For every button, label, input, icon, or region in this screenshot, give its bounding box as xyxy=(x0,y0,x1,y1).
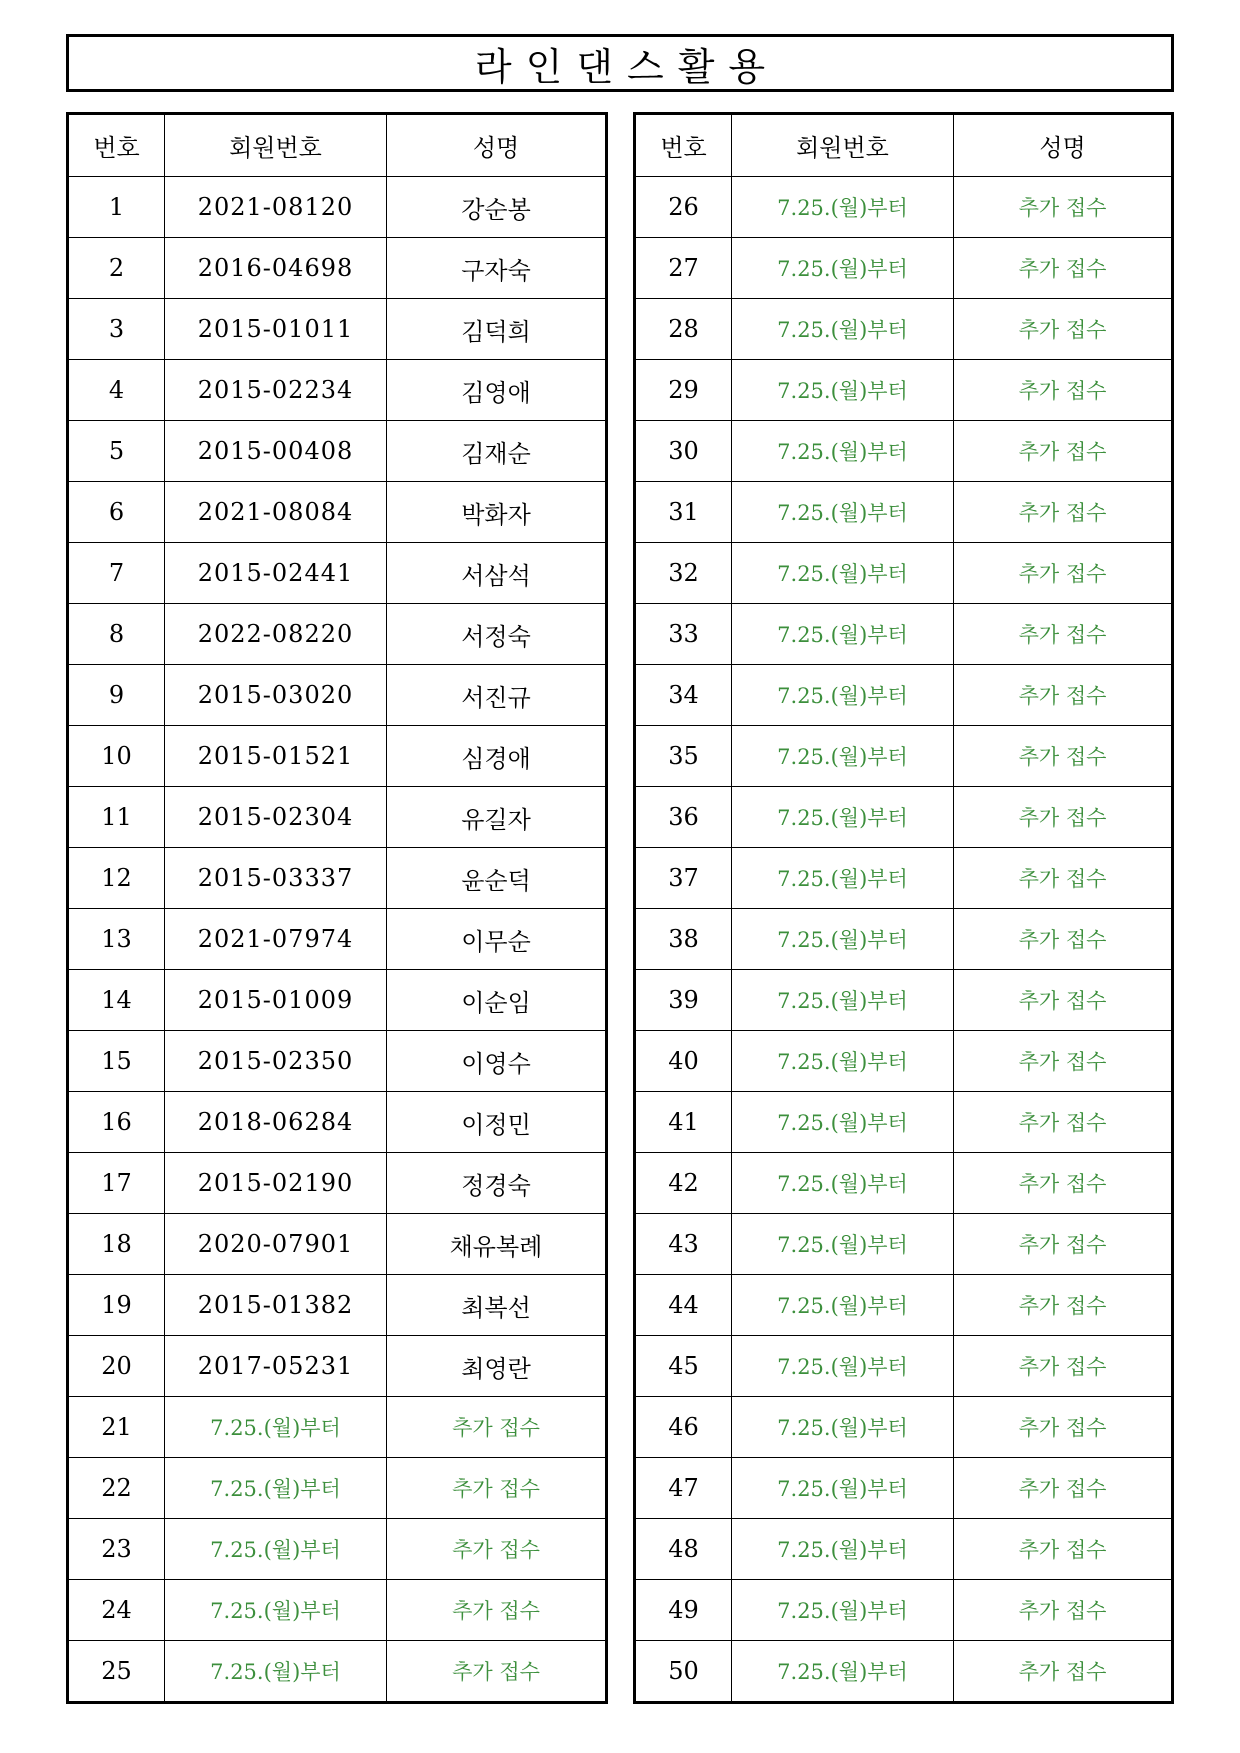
cell-member-id: 7.25.(월)부터 xyxy=(732,1214,954,1275)
cell-no: 32 xyxy=(635,543,732,604)
cell-name: 추가 접수 xyxy=(954,177,1173,238)
cell-name: 추가 접수 xyxy=(387,1641,607,1703)
table-row xyxy=(68,726,607,787)
cell-name: 김영애 xyxy=(387,360,607,421)
cell-no: 48 xyxy=(635,1519,732,1580)
header-member-id: 회원번호 xyxy=(732,114,954,177)
cell-name: 추가 접수 xyxy=(387,1580,607,1641)
cell-no: 1 xyxy=(68,177,165,238)
header-row xyxy=(68,114,607,177)
header-member-id: 회원번호 xyxy=(165,114,387,177)
cell-no: 50 xyxy=(635,1641,732,1703)
cell-member-id: 7.25.(월)부터 xyxy=(732,1458,954,1519)
cell-name: 추가 접수 xyxy=(954,726,1173,787)
cell-member-id: 7.25.(월)부터 xyxy=(732,177,954,238)
table-row xyxy=(68,1641,607,1703)
cell-member-id: 7.25.(월)부터 xyxy=(732,1336,954,1397)
cell-member-id: 2015-03337 xyxy=(165,848,387,909)
cell-member-id: 2021-08084 xyxy=(165,482,387,543)
cell-name: 추가 접수 xyxy=(954,970,1173,1031)
cell-member-id: 2015-02350 xyxy=(165,1031,387,1092)
cell-member-id: 2015-01382 xyxy=(165,1275,387,1336)
table-row xyxy=(635,177,1173,238)
cell-member-id: 2015-01009 xyxy=(165,970,387,1031)
table-row xyxy=(635,1153,1173,1214)
cell-no: 46 xyxy=(635,1397,732,1458)
cell-name: 추가 접수 xyxy=(954,1336,1173,1397)
cell-name: 최복선 xyxy=(387,1275,607,1336)
cell-name: 서정숙 xyxy=(387,604,607,665)
cell-name: 최영란 xyxy=(387,1336,607,1397)
cell-no: 29 xyxy=(635,360,732,421)
cell-member-id: 2015-00408 xyxy=(165,421,387,482)
cell-name: 추가 접수 xyxy=(954,1031,1173,1092)
cell-name: 추가 접수 xyxy=(954,1397,1173,1458)
table-row xyxy=(68,1580,607,1641)
table-row xyxy=(68,1092,607,1153)
header-row xyxy=(635,114,1173,177)
cell-name: 추가 접수 xyxy=(387,1458,607,1519)
cell-name: 추가 접수 xyxy=(954,848,1173,909)
cell-name: 추가 접수 xyxy=(954,604,1173,665)
cell-member-id: 7.25.(월)부터 xyxy=(732,604,954,665)
table-row xyxy=(635,1397,1173,1458)
table-row xyxy=(68,1031,607,1092)
cell-member-id: 2020-07901 xyxy=(165,1214,387,1275)
cell-name: 추가 접수 xyxy=(954,909,1173,970)
cell-name: 추가 접수 xyxy=(954,238,1173,299)
roster-table-right xyxy=(633,112,1174,1704)
table-row xyxy=(68,1275,607,1336)
cell-member-id: 2015-03020 xyxy=(165,665,387,726)
cell-member-id: 7.25.(월)부터 xyxy=(732,726,954,787)
cell-no: 35 xyxy=(635,726,732,787)
cell-member-id: 7.25.(월)부터 xyxy=(165,1458,387,1519)
table-row xyxy=(635,1519,1173,1580)
cell-member-id: 7.25.(월)부터 xyxy=(732,360,954,421)
cell-member-id: 7.25.(월)부터 xyxy=(732,543,954,604)
table-row xyxy=(635,1336,1173,1397)
cell-member-id: 2015-02304 xyxy=(165,787,387,848)
cell-no: 47 xyxy=(635,1458,732,1519)
cell-member-id: 2021-08120 xyxy=(165,177,387,238)
cell-name: 추가 접수 xyxy=(954,482,1173,543)
cell-name: 추가 접수 xyxy=(954,299,1173,360)
cell-name: 채유복례 xyxy=(387,1214,607,1275)
cell-member-id: 7.25.(월)부터 xyxy=(732,1153,954,1214)
table-row xyxy=(635,1458,1173,1519)
cell-no: 23 xyxy=(68,1519,165,1580)
cell-name: 심경애 xyxy=(387,726,607,787)
cell-name: 추가 접수 xyxy=(954,1275,1173,1336)
table-row xyxy=(635,482,1173,543)
table-row xyxy=(68,177,607,238)
cell-member-id: 2017-05231 xyxy=(165,1336,387,1397)
cell-name: 윤순덕 xyxy=(387,848,607,909)
cell-member-id: 7.25.(월)부터 xyxy=(732,1641,954,1703)
roster-body-left xyxy=(68,177,607,1703)
cell-no: 11 xyxy=(68,787,165,848)
cell-no: 18 xyxy=(68,1214,165,1275)
cell-name: 추가 접수 xyxy=(954,1641,1173,1703)
cell-no: 20 xyxy=(68,1336,165,1397)
table-row xyxy=(68,1214,607,1275)
cell-no: 21 xyxy=(68,1397,165,1458)
cell-member-id: 2015-02190 xyxy=(165,1153,387,1214)
table-row xyxy=(635,1214,1173,1275)
table-row xyxy=(635,909,1173,970)
cell-no: 34 xyxy=(635,665,732,726)
cell-no: 36 xyxy=(635,787,732,848)
table-row xyxy=(635,604,1173,665)
cell-no: 30 xyxy=(635,421,732,482)
cell-name: 박화자 xyxy=(387,482,607,543)
cell-member-id: 7.25.(월)부터 xyxy=(732,1519,954,1580)
cell-no: 10 xyxy=(68,726,165,787)
cell-no: 4 xyxy=(68,360,165,421)
cell-name: 김덕희 xyxy=(387,299,607,360)
cell-no: 14 xyxy=(68,970,165,1031)
header-name: 성명 xyxy=(387,114,607,177)
table-row xyxy=(68,421,607,482)
cell-name: 추가 접수 xyxy=(954,1458,1173,1519)
cell-member-id: 7.25.(월)부터 xyxy=(732,1397,954,1458)
cell-no: 33 xyxy=(635,604,732,665)
cell-name: 김재순 xyxy=(387,421,607,482)
cell-no: 22 xyxy=(68,1458,165,1519)
cell-no: 42 xyxy=(635,1153,732,1214)
cell-no: 16 xyxy=(68,1092,165,1153)
cell-no: 15 xyxy=(68,1031,165,1092)
cell-member-id: 7.25.(월)부터 xyxy=(165,1397,387,1458)
cell-no: 13 xyxy=(68,909,165,970)
cell-no: 7 xyxy=(68,543,165,604)
table-row xyxy=(635,360,1173,421)
cell-member-id: 7.25.(월)부터 xyxy=(732,421,954,482)
table-row xyxy=(68,665,607,726)
table-row xyxy=(68,482,607,543)
cell-name: 서진규 xyxy=(387,665,607,726)
cell-no: 44 xyxy=(635,1275,732,1336)
cell-no: 17 xyxy=(68,1153,165,1214)
cell-name: 추가 접수 xyxy=(954,1153,1173,1214)
table-row xyxy=(68,1153,607,1214)
table-row xyxy=(635,1031,1173,1092)
header-name: 성명 xyxy=(954,114,1173,177)
table-row xyxy=(68,360,607,421)
cell-name: 추가 접수 xyxy=(954,421,1173,482)
table-row xyxy=(68,604,607,665)
header-no: 번호 xyxy=(68,114,165,177)
table-row xyxy=(635,543,1173,604)
table-row xyxy=(635,726,1173,787)
cell-no: 26 xyxy=(635,177,732,238)
cell-member-id: 7.25.(월)부터 xyxy=(732,1092,954,1153)
cell-no: 3 xyxy=(68,299,165,360)
cell-member-id: 2021-07974 xyxy=(165,909,387,970)
cell-name: 이순임 xyxy=(387,970,607,1031)
cell-member-id: 2015-01011 xyxy=(165,299,387,360)
cell-member-id: 7.25.(월)부터 xyxy=(732,238,954,299)
table-row xyxy=(635,970,1173,1031)
cell-no: 6 xyxy=(68,482,165,543)
roster-body-right xyxy=(635,177,1173,1703)
table-row xyxy=(635,238,1173,299)
table-row xyxy=(635,1641,1173,1703)
table-row xyxy=(68,848,607,909)
cell-member-id: 7.25.(월)부터 xyxy=(165,1641,387,1703)
cell-member-id: 7.25.(월)부터 xyxy=(732,665,954,726)
page-title: 라인댄스활용 xyxy=(474,44,780,89)
title-box xyxy=(66,34,1174,92)
cell-name: 추가 접수 xyxy=(954,787,1173,848)
cell-member-id: 7.25.(월)부터 xyxy=(165,1519,387,1580)
cell-no: 37 xyxy=(635,848,732,909)
header-no: 번호 xyxy=(635,114,732,177)
table-row xyxy=(68,909,607,970)
cell-name: 이무순 xyxy=(387,909,607,970)
cell-member-id: 7.25.(월)부터 xyxy=(732,848,954,909)
table-row xyxy=(635,1275,1173,1336)
cell-member-id: 7.25.(월)부터 xyxy=(165,1580,387,1641)
cell-member-id: 2015-01521 xyxy=(165,726,387,787)
cell-name: 추가 접수 xyxy=(387,1397,607,1458)
cell-name: 추가 접수 xyxy=(954,360,1173,421)
cell-no: 5 xyxy=(68,421,165,482)
cell-name: 추가 접수 xyxy=(387,1519,607,1580)
cell-name: 강순봉 xyxy=(387,177,607,238)
cell-no: 25 xyxy=(68,1641,165,1703)
cell-name: 이정민 xyxy=(387,1092,607,1153)
table-row xyxy=(635,421,1173,482)
cell-member-id: 7.25.(월)부터 xyxy=(732,1275,954,1336)
cell-member-id: 7.25.(월)부터 xyxy=(732,482,954,543)
cell-no: 19 xyxy=(68,1275,165,1336)
table-row xyxy=(68,1519,607,1580)
cell-member-id: 7.25.(월)부터 xyxy=(732,970,954,1031)
cell-no: 12 xyxy=(68,848,165,909)
cell-name: 구자숙 xyxy=(387,238,607,299)
table-row xyxy=(635,848,1173,909)
table-row xyxy=(68,299,607,360)
cell-name: 서삼석 xyxy=(387,543,607,604)
cell-no: 8 xyxy=(68,604,165,665)
cell-name: 정경숙 xyxy=(387,1153,607,1214)
cell-member-id: 7.25.(월)부터 xyxy=(732,909,954,970)
table-row xyxy=(68,238,607,299)
cell-member-id: 2015-02234 xyxy=(165,360,387,421)
cell-no: 39 xyxy=(635,970,732,1031)
table-row xyxy=(68,787,607,848)
cell-name: 유길자 xyxy=(387,787,607,848)
table-row xyxy=(68,1397,607,1458)
table-row xyxy=(635,665,1173,726)
cell-no: 2 xyxy=(68,238,165,299)
table-row xyxy=(68,1336,607,1397)
cell-name: 추가 접수 xyxy=(954,1580,1173,1641)
cell-no: 38 xyxy=(635,909,732,970)
cell-member-id: 2018-06284 xyxy=(165,1092,387,1153)
cell-no: 27 xyxy=(635,238,732,299)
cell-no: 43 xyxy=(635,1214,732,1275)
table-row xyxy=(635,299,1173,360)
cell-name: 추가 접수 xyxy=(954,665,1173,726)
table-row xyxy=(68,970,607,1031)
roster-table-left xyxy=(66,112,608,1704)
cell-no: 45 xyxy=(635,1336,732,1397)
cell-member-id: 2022-08220 xyxy=(165,604,387,665)
cell-member-id: 7.25.(월)부터 xyxy=(732,299,954,360)
cell-member-id: 7.25.(월)부터 xyxy=(732,1031,954,1092)
cell-no: 40 xyxy=(635,1031,732,1092)
cell-name: 이영수 xyxy=(387,1031,607,1092)
cell-no: 24 xyxy=(68,1580,165,1641)
cell-name: 추가 접수 xyxy=(954,1092,1173,1153)
table-row xyxy=(635,787,1173,848)
cell-no: 41 xyxy=(635,1092,732,1153)
cell-no: 9 xyxy=(68,665,165,726)
table-row xyxy=(68,1458,607,1519)
cell-name: 추가 접수 xyxy=(954,1519,1173,1580)
cell-member-id: 2015-02441 xyxy=(165,543,387,604)
table-row xyxy=(635,1580,1173,1641)
cell-member-id: 2016-04698 xyxy=(165,238,387,299)
cell-no: 31 xyxy=(635,482,732,543)
table-row xyxy=(68,543,607,604)
cell-name: 추가 접수 xyxy=(954,1214,1173,1275)
table-row xyxy=(635,1092,1173,1153)
cell-no: 28 xyxy=(635,299,732,360)
cell-no: 49 xyxy=(635,1580,732,1641)
cell-member-id: 7.25.(월)부터 xyxy=(732,1580,954,1641)
cell-member-id: 7.25.(월)부터 xyxy=(732,787,954,848)
cell-name: 추가 접수 xyxy=(954,543,1173,604)
